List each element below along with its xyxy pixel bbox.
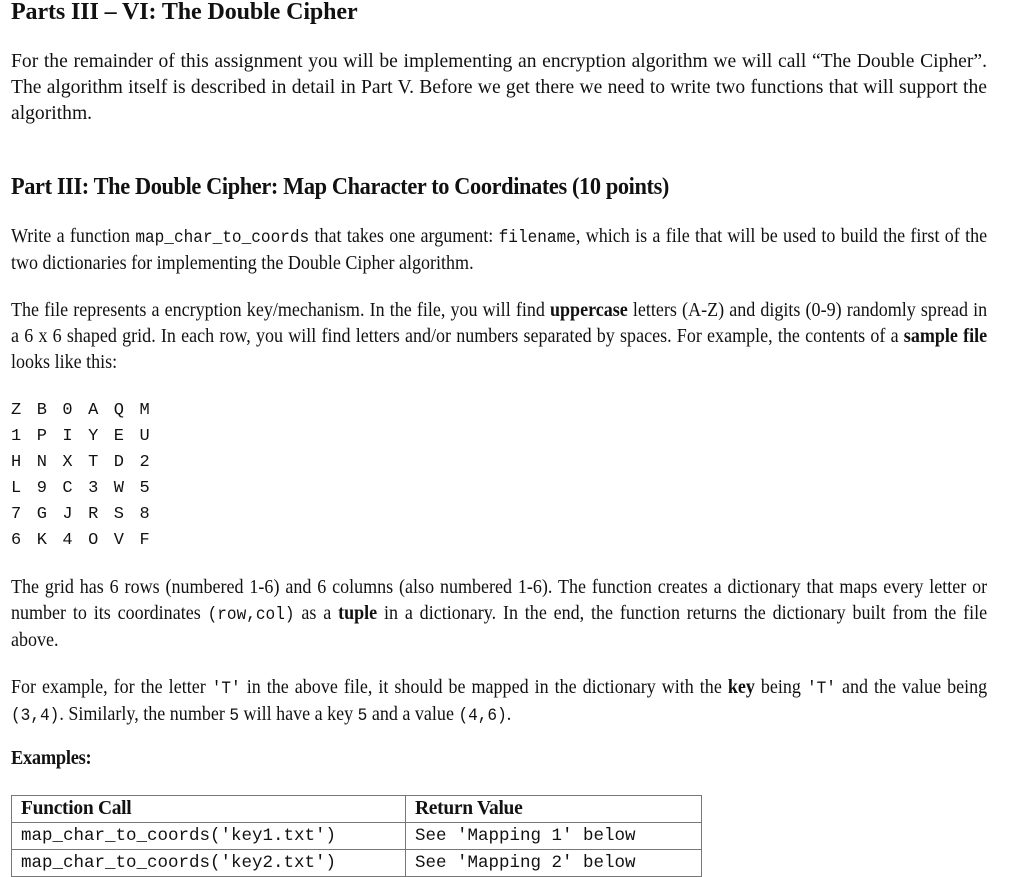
page-title: Parts III – VI: The Double Cipher — [11, 0, 358, 25]
grid-row: Z B 0 A Q M — [11, 401, 150, 420]
grid-row: 6 K 4 O V F — [11, 531, 150, 550]
intro-paragraph: For the remainder of this assignment you will be implementing an encryption algorithm we will call “The Double Cipher”. The algorithm itself is described in detail in Part V. Before we get there we need to write two functions that will support the algorithm. — [11, 51, 987, 124]
column-header: Function Call — [12, 796, 406, 823]
part3-heading: Part III: The Double Cipher: Map Character to Coordinates (10 points) — [11, 174, 669, 200]
table-row — [12, 850, 702, 877]
grid-row: L 9 C 3 W 5 — [11, 479, 150, 498]
function-call-cell: map_char_to_coords('key1.txt') — [12, 823, 406, 850]
grid-row: 7 G J R S 8 — [11, 505, 150, 524]
return-value-cell: See 'Mapping 1' below — [406, 823, 702, 850]
return-value-cell: See 'Mapping 2' below — [406, 850, 702, 877]
grid-row: 1 P I Y E U — [11, 427, 150, 446]
argument-code: filename — [498, 228, 576, 248]
table-row — [12, 823, 702, 850]
grid-description: The grid has 6 rows (numbered 1-6) and 6 columns (also numbered 1-6). The function creates a dictionary that maps every letter or number to its coordinates (row,col) as a tuple in a dictionary. In the end, the function returns the dictionary built from the file above. — [11, 577, 988, 651]
file-description: The file represents a encryption key/mechanism. In the file, you will find uppercase letters (A-Z) and digits (0-9) randomly spread in a 6 x 6 shaped grid. In each row, you will find letters and/or numbers separated by spaces. For example, the contents of a sample file looks like this: — [11, 300, 988, 373]
examples-table — [11, 795, 702, 877]
grid-row: H N X T D 2 — [11, 453, 150, 472]
function-call-cell: map_char_to_coords('key2.txt') — [12, 850, 406, 877]
column-header: Return Value — [406, 796, 702, 823]
example-description: For example, for the letter 'T' in the above file, it should be mapped in the dictionary with the key being 'T' and the value being (3,4). Similarly, the number 5 will have a key 5 and a value (4,6). — [11, 677, 988, 726]
part3-description: Write a function map_char_to_coords that takes one argument: filename, which is a file that will be used to build the first of the two dictionaries for implementing the Double Cipher algorithm. — [11, 226, 988, 274]
table-header-row — [12, 796, 702, 823]
examples-heading: Examples: — [11, 747, 92, 769]
sample-key-grid — [11, 398, 165, 554]
function-name-code: map_char_to_coords — [135, 228, 310, 248]
